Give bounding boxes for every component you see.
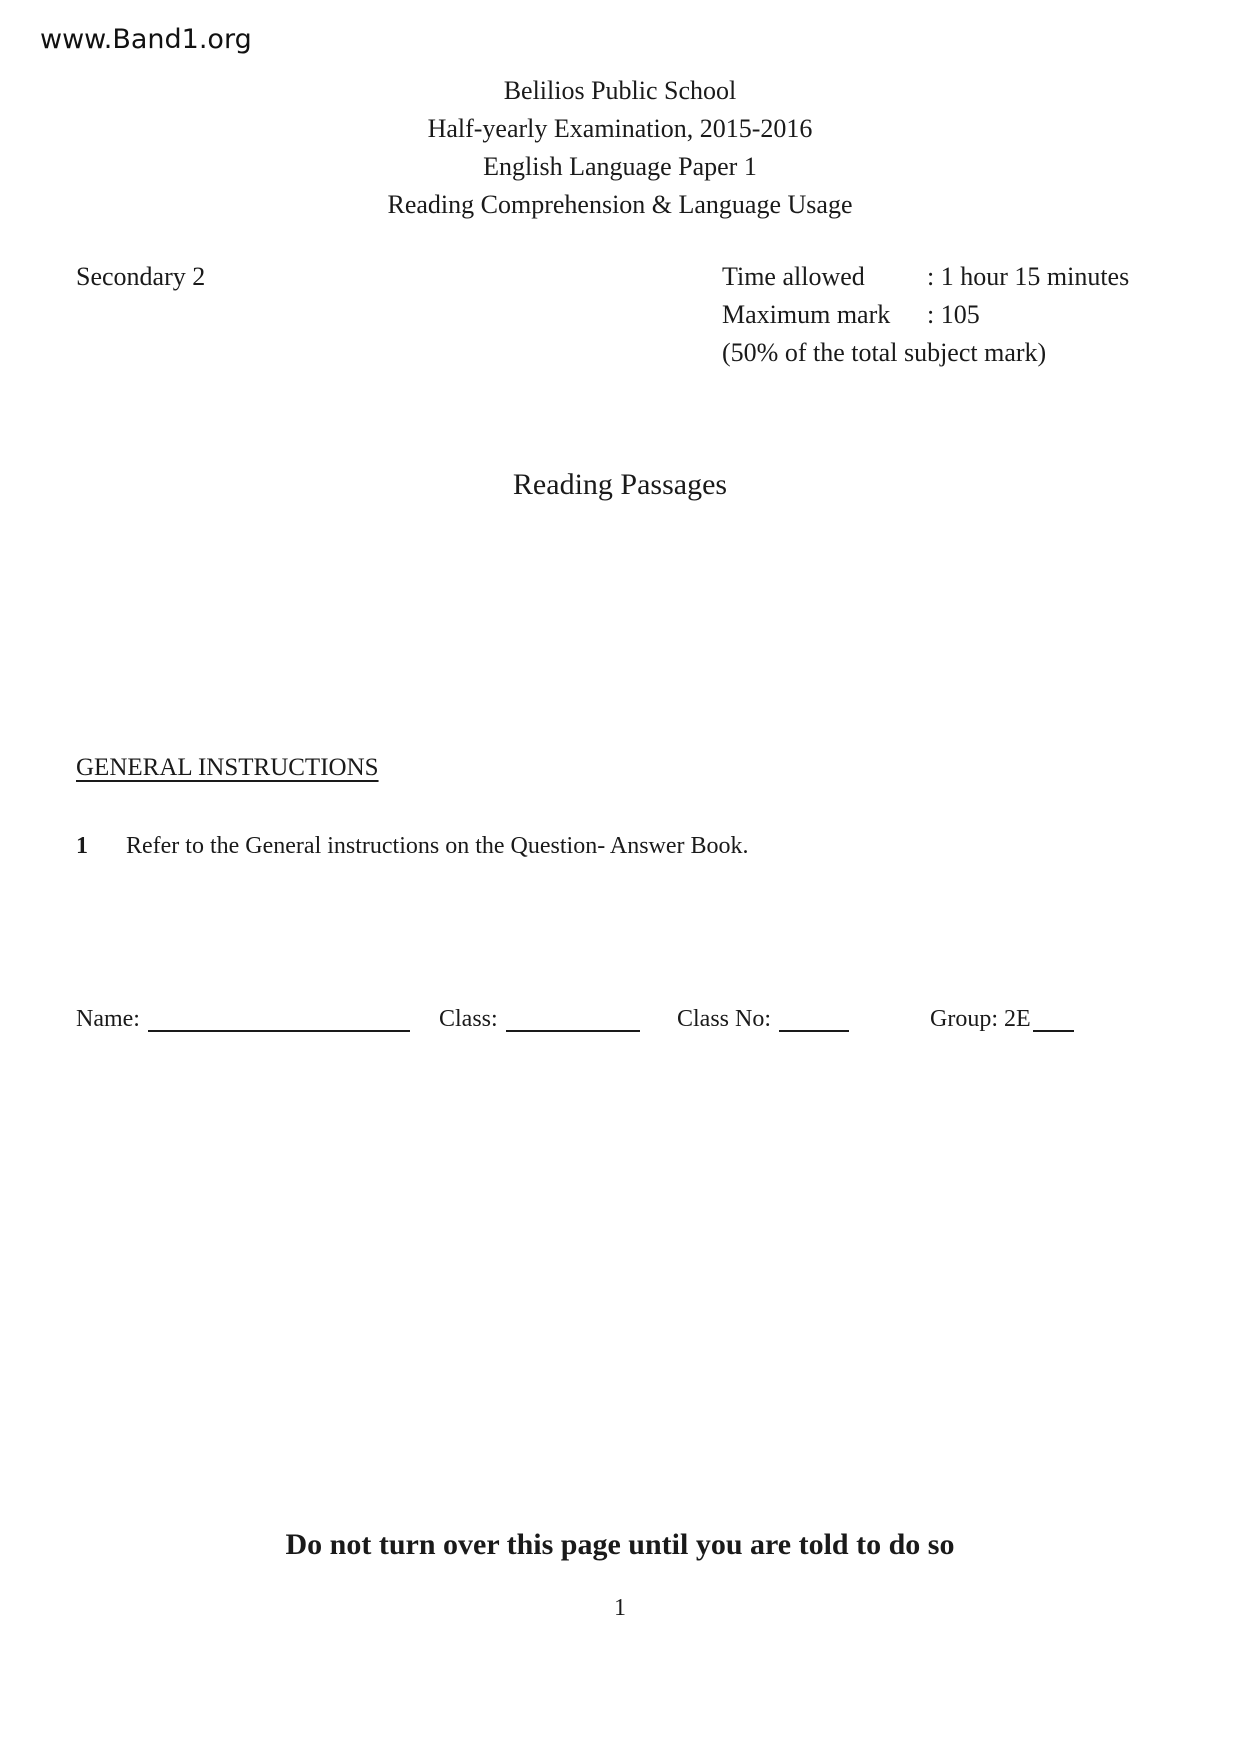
group-value: 2E (1004, 1006, 1031, 1032)
class-field (439, 1002, 640, 1036)
maximum-mark-value: : 105 (927, 300, 980, 329)
section-title: Reading Passages (512, 468, 728, 501)
class-blank-line (506, 1004, 640, 1032)
class-label: Class: (439, 1006, 498, 1032)
maximum-mark-label: Maximum mark (722, 300, 891, 329)
student-info-row (0, 1002, 1240, 1044)
class-no-blank-line (779, 1004, 849, 1032)
maximum-mark-row (722, 296, 1129, 334)
class-no-label: Class No: (677, 1006, 772, 1032)
instruction-item (76, 830, 749, 862)
instruction-text: Refer to the General instructions on the Question- Answer Book. (126, 833, 749, 859)
paper-name: English Language Paper 1 (483, 152, 757, 181)
group-field (930, 1002, 1074, 1036)
level-label: Secondary 2 (76, 262, 206, 291)
general-instructions-heading: GENERAL INSTRUCTIONS (76, 754, 379, 781)
class-no-field (677, 1002, 849, 1036)
name-blank-line (148, 1004, 410, 1032)
instruction-number: 1 (76, 833, 88, 859)
school-name: Belilios Public School (503, 76, 737, 105)
exam-meta (722, 258, 1129, 372)
time-allowed-value: : 1 hour 15 minutes (927, 262, 1130, 291)
mark-note: (50% of the total subject mark) (722, 338, 1047, 367)
paper-title: Reading Comprehension & Language Usage (387, 190, 853, 219)
watermark: www.Band1.org (40, 24, 252, 55)
exam-session: Half-yearly Examination, 2015-2016 (427, 114, 813, 143)
name-field (76, 1002, 410, 1036)
group-blank-line (1033, 1004, 1074, 1032)
time-allowed-label: Time allowed (722, 262, 865, 291)
time-allowed-row (722, 258, 1129, 296)
group-label: Group: (930, 1006, 998, 1032)
name-label: Name: (76, 1006, 140, 1032)
do-not-turn-notice: Do not turn over this page until you are told to do so (285, 1528, 955, 1561)
exam-title-block (0, 72, 1240, 224)
page-number: 1 (614, 1595, 626, 1621)
